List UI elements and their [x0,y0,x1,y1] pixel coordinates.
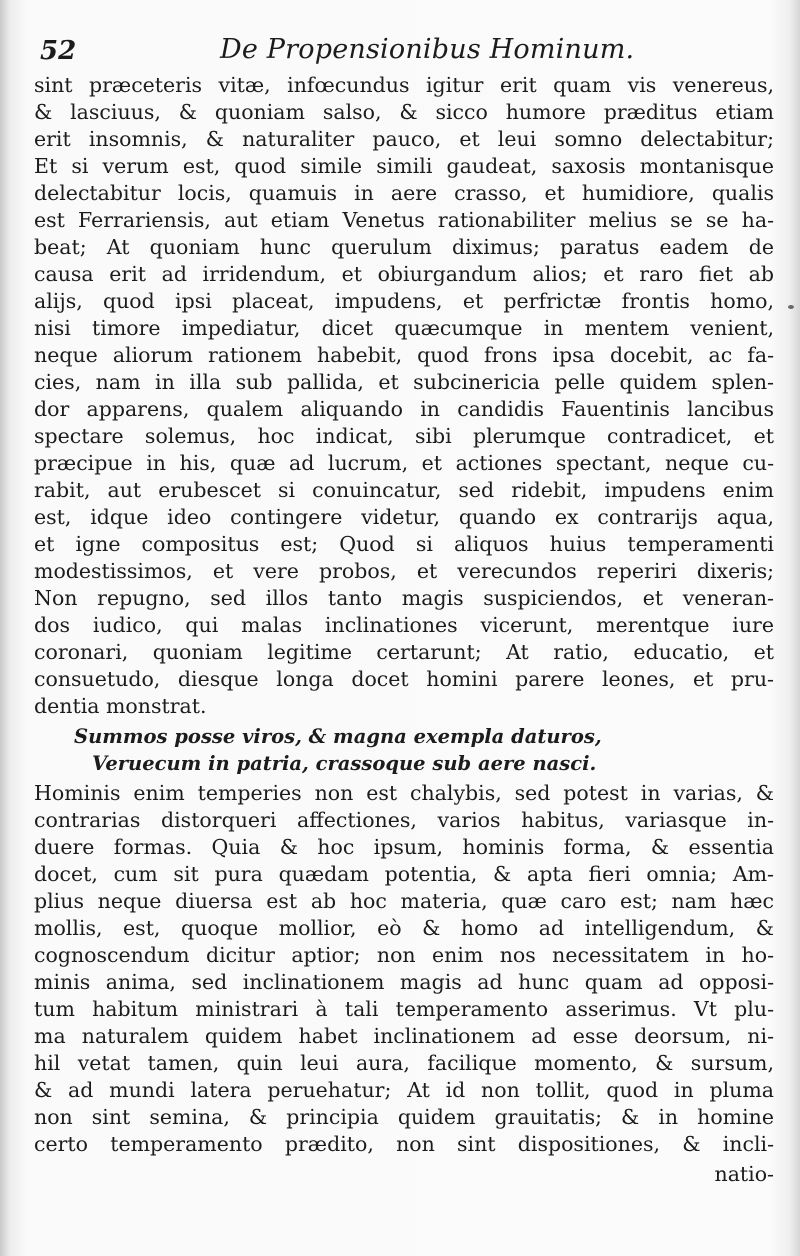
text-line: modestissimos, et vere probos, et verecundos reperiri dixeris; [34,559,774,583]
page-number: 52 [40,36,77,66]
text-line: cognoscendum dicitur aptior; non enim nos necessitatem in ho- [34,943,774,967]
page-header [40,30,780,70]
text-line: spectare solemus, hoc indicat, sibi plerumque contradicet, et [34,424,774,448]
verse-line: Summos posse viros, & magna exempla daturos, [74,725,602,748]
text-line: nisi timore impediatur, dicet quæcumque in mentem venient, [34,316,774,340]
text-line: est Ferrariensis, aut etiam Venetus rationabiliter melius se se ha- [34,208,774,232]
text-line: rabit, aut erubescet si conuincatur, sed ridebit, impudens enim [34,478,774,502]
text-line: docet, cum sit pura quædam potentia, & apta fieri omnia; Am- [34,862,774,886]
text-line: delectabitur locis, quamuis in aere crasso, et humidiore, qualis [34,181,774,205]
text-line: Et si verum est, quod simile simili gaudeat, saxosis montanisque [34,154,774,178]
text-line: duere formas. Quia & hoc ipsum, hominis forma, & essentia [34,835,774,859]
text-line: et igne compositus est; Quod si aliquos huius temperamenti [34,532,774,556]
ink-spot [788,305,794,309]
text-line: beat; At quoniam hunc querulum diximus; paratus eadem de [34,235,774,259]
text-line: dos iudico, qui malas inclinationes vicerunt, merentque iure [34,613,774,637]
text-line: & lasciuus, & quoniam salso, & sicco humore præditus etiam [34,100,774,124]
text-line: consuetudo, diesque longa docet homini parere leones, et pru- [34,667,774,691]
running-title: De Propensionibus Hominum. [220,34,635,65]
text-line: est, idque ideo contingere videtur, quando ex contrarijs aqua, [34,505,774,529]
text-line: cies, nam in illa sub pallida, et subcinericia pelle quidem splen- [34,370,774,394]
text-line: ma naturalem quidem habet inclinationem ad esse deorsum, ni- [34,1024,774,1048]
text-line: dor apparens, qualem aliquando in candidis Fauentinis lancibus [34,397,774,421]
text-line: coronari, quoniam legitime certarunt; At ratio, educatio, et [34,640,774,664]
text-line: & ad mundi latera peruehatur; At id non tollit, quod in pluma [34,1078,774,1102]
text-line: certo temperamento prædito, non sint dispositiones, & incli- [34,1132,774,1156]
text-line: alijs, quod ipsi placeat, impudens, et perfrictæ frontis homo, [34,289,774,313]
text-line: causa erit ad irridendum, et obiurgandum alios; et raro fiet ab [34,262,774,286]
text-line: contrarias distorqueri affectiones, varios habitus, variasque in- [34,808,774,832]
text-line: dentia monstrat. [34,694,207,718]
text-line: mollis, est, quoque mollior, eò & homo ad intelligendum, & [34,916,774,940]
text-line: Hominis enim temperies non est chalybis, sed potest in varias, & [34,781,774,805]
text-line: sint præceteris vitæ, infœcundus igitur erit quam vis venereus, [34,73,774,97]
text-line: minis anima, sed inclinationem magis ad hunc quam ad opposi- [34,970,774,994]
text-line: non sint semina, & principia quidem grauitatis; & in homine [34,1105,774,1129]
text-line: erit insomnis, & naturaliter pauco, et leui somno delectabitur; [34,127,774,151]
text-line: Non repugno, sed illos tanto magis suspiciendos, et veneran- [34,586,774,610]
text-line: hil vetat tamen, quin leui aura, facilique momento, & sursum, [34,1051,774,1075]
catchword: natio- [714,1162,774,1186]
text-line: neque aliorum rationem habebit, quod frons ipsa docebit, ac fa- [34,343,774,367]
verse-line: Veruecum in patria, crassoque sub aere nasci. [92,752,597,775]
text-line: tum habitum ministrari à tali temperamento asserimus. Vt plu- [34,997,774,1021]
text-line: præcipue in his, quæ ad lucrum, et actiones spectant, neque cu- [34,451,774,475]
text-line: plius neque diuersa est ab hoc materia, quæ caro est; nam hæc [34,889,774,913]
